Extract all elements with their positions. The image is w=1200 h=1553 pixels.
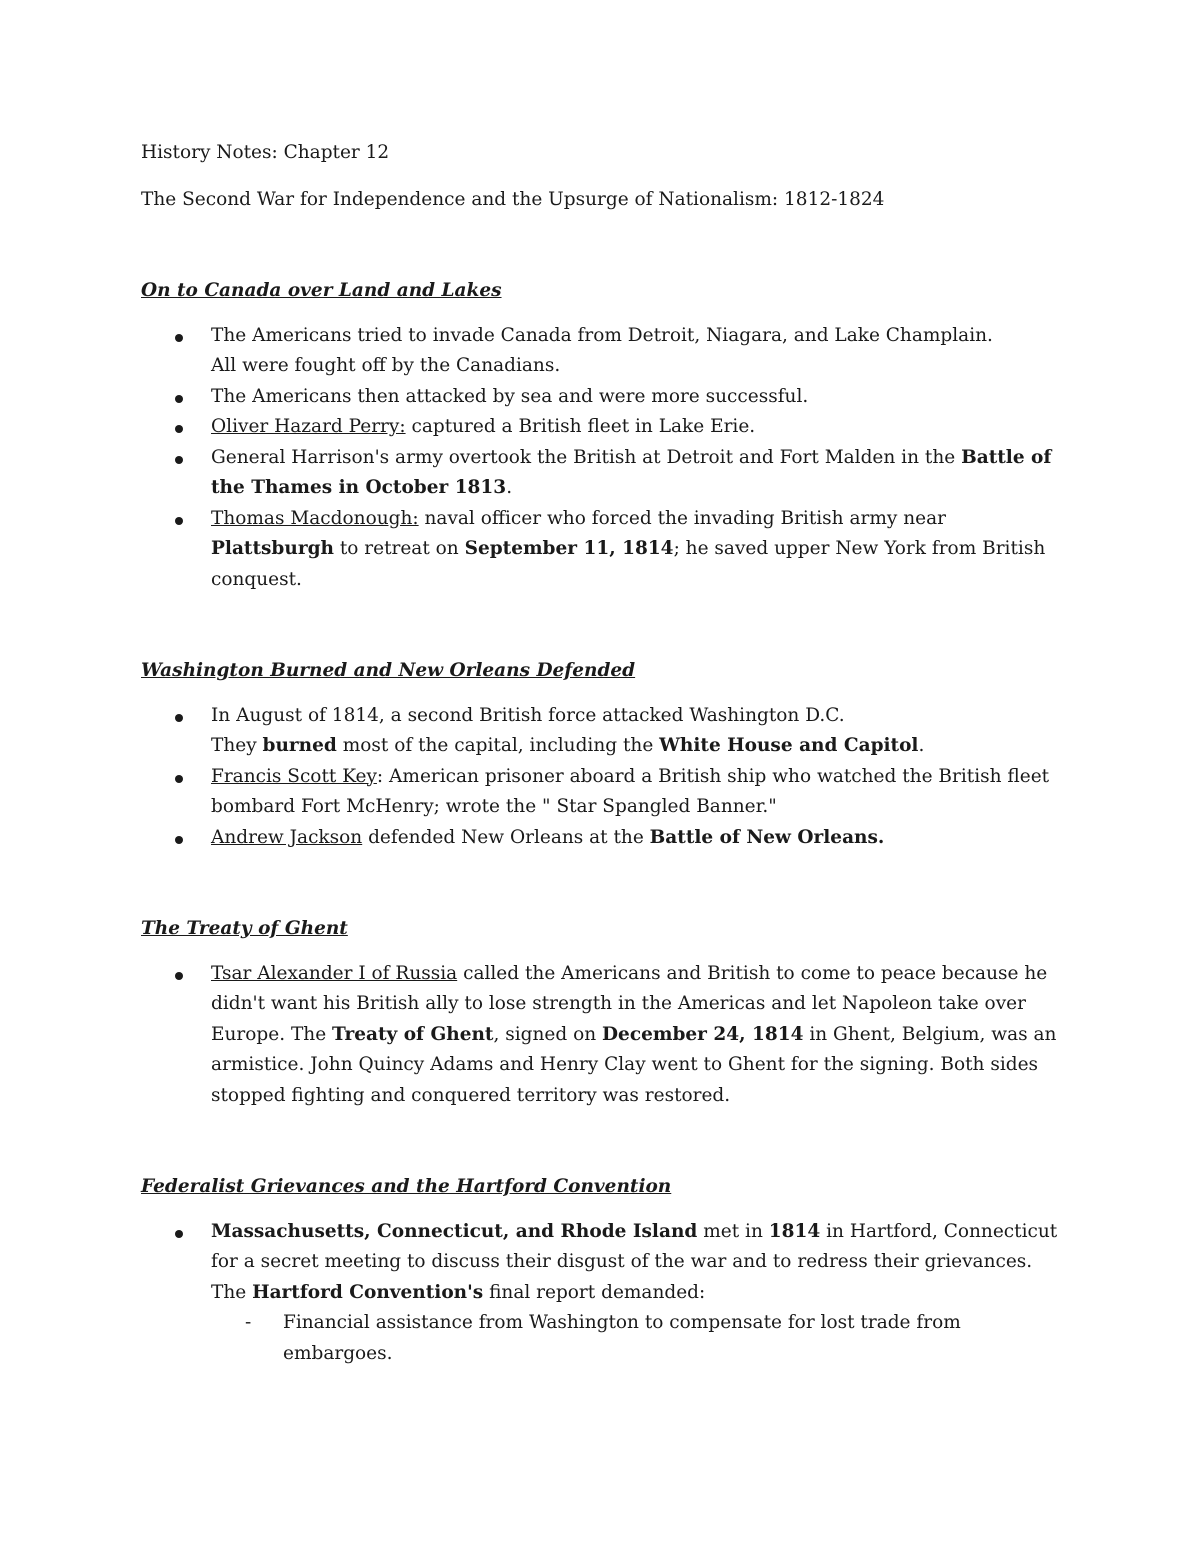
bullet-list — [141, 959, 1071, 1112]
item-text: . — [918, 735, 925, 756]
item-term: Thomas Macdonough: — [211, 507, 419, 529]
item-text: final report demanded: — [483, 1281, 706, 1303]
item-text: They — [211, 735, 263, 756]
bullet-icon — [175, 334, 183, 342]
list-item — [141, 959, 1071, 1112]
item-term: Oliver Hazard Perry: — [211, 416, 406, 437]
item-text: naval officer who forced the invading British army near — [418, 507, 946, 529]
sub-list-item — [211, 1308, 1071, 1369]
item-text: The Americans tried to invade Canada from Detroit, Niagara, and Lake Champlain. — [211, 324, 993, 346]
item-bold: Battle of New Orleans. — [649, 826, 885, 848]
item-text: ; he saved upper New York from British conquest. — [211, 538, 1046, 590]
list-item — [141, 321, 1071, 382]
item-text: : American prisoner aboard a British ship who watched the British fleet bombard Fort McHenry; wrote the " Star Spangled Banner." — [211, 765, 1050, 817]
item-bold: Hartford Convention's — [252, 1281, 484, 1303]
list-item — [141, 382, 1071, 413]
item-bold: September 11, 1814 — [464, 538, 674, 559]
item-term: Francis Scott Key — [211, 765, 377, 787]
item-text: . — [506, 477, 513, 498]
section-heading: Washington Burned and New Orleans Defended — [141, 660, 636, 681]
document-title: History Notes: Chapter 12 — [141, 142, 390, 163]
bullet-list — [141, 321, 1071, 596]
item-bold: burned — [262, 735, 337, 756]
bullet-icon — [175, 972, 183, 980]
bullet-list — [141, 1217, 1071, 1370]
section-canada — [141, 276, 1071, 595]
bullet-icon — [175, 714, 183, 722]
section-heading: Federalist Grievances and the Hartford Convention — [141, 1176, 672, 1197]
list-item — [141, 1217, 1071, 1370]
item-text: All were fought off by the Canadians. — [211, 355, 561, 376]
item-text: In August of 1814, a second British force attacked Washington D.C. — [211, 704, 845, 726]
item-text: Financial assistance from Washington to compensate for lost trade from embargoes. — [283, 1312, 961, 1364]
list-item — [141, 443, 1071, 504]
item-bold: Massachusetts, Connecticut, and Rhode Island — [211, 1220, 698, 1242]
document-page — [141, 138, 1071, 1369]
section-heading: The Treaty of Ghent — [141, 918, 348, 939]
item-bold: December 24, 1814 — [602, 1023, 804, 1045]
item-bold: Plattsburgh — [211, 538, 334, 559]
item-text: defended New Orleans at the — [362, 826, 650, 848]
sub-list — [211, 1308, 1071, 1369]
bullet-icon — [175, 1230, 183, 1238]
item-bold: Treaty of Ghent — [332, 1023, 494, 1045]
item-text: General Harrison's army overtook the British at Detroit and Fort Malden in the — [211, 446, 962, 468]
item-text: captured a British fleet in Lake Erie. — [405, 416, 756, 437]
section-hartford — [141, 1172, 1071, 1369]
item-bold: Battle of the Thames in October 1813 — [211, 446, 1052, 498]
item-text: in Hartford, Connecticut for a secret meeting to discuss their disgust of the war and to redress their grievances. The — [211, 1220, 1058, 1303]
list-item — [141, 701, 1071, 762]
bullet-icon — [175, 517, 183, 525]
item-text: The Americans then attacked by sea and were more successful. — [211, 385, 809, 407]
item-term: Tsar Alexander I of Russia — [211, 962, 458, 984]
bullet-list — [141, 701, 1071, 854]
item-text: most of the capital, including the — [336, 735, 660, 756]
list-item — [141, 823, 1071, 854]
bullet-icon — [175, 775, 183, 783]
list-item — [141, 762, 1071, 823]
item-bold: White House and Capitol — [659, 735, 919, 756]
item-text: met in — [697, 1220, 769, 1242]
item-text: , signed on — [493, 1023, 603, 1045]
item-text: to retreat on — [333, 538, 465, 559]
item-bold: 1814 — [768, 1220, 821, 1242]
list-item — [141, 504, 1071, 596]
document-subtitle: The Second War for Independence and the Upsurge of Nationalism: 1812-1824 — [141, 188, 885, 210]
bullet-icon — [175, 425, 183, 433]
item-text: in Ghent, Belgium, was an armistice. John Quincy Adams and Henry Clay went to Ghent for the signing. Both sides stopped fighting and conquered territory was restored. — [211, 1023, 1057, 1106]
list-item — [141, 412, 1071, 443]
bullet-icon — [175, 456, 183, 464]
bullet-icon — [175, 836, 183, 844]
dash-icon: - — [245, 1312, 252, 1333]
item-text: called the Americans and British to come to peace because he didn't want his British ally to lose strength in the Americas and let Napoleon take over Europe. The — [211, 962, 1048, 1045]
section-washington — [141, 656, 1071, 853]
section-ghent — [141, 914, 1071, 1111]
section-heading: On to Canada over Land and Lakes — [141, 280, 502, 301]
bullet-icon — [175, 395, 183, 403]
item-term: Andrew Jackson — [211, 826, 363, 848]
